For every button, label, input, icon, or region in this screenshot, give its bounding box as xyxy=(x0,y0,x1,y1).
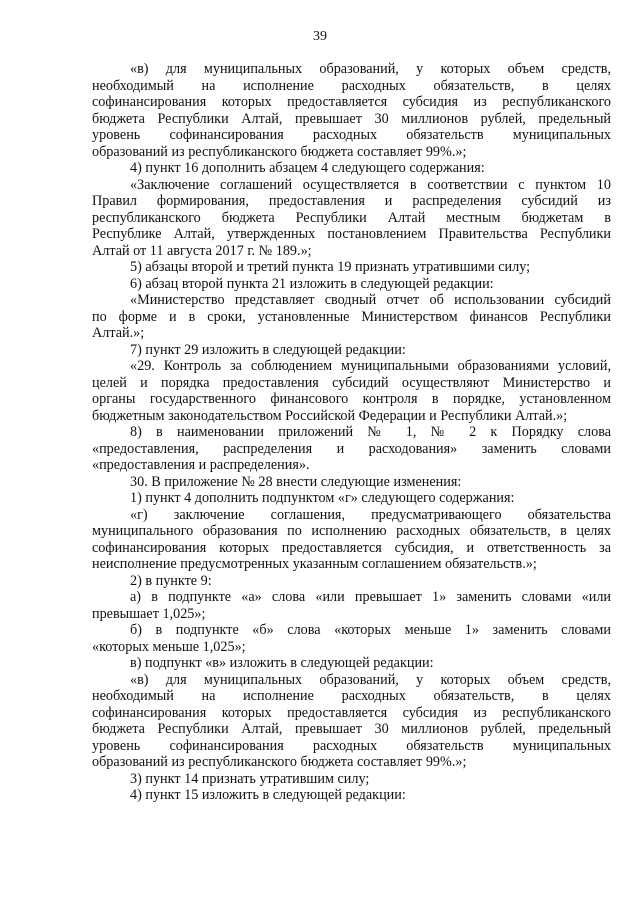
text-line: 2) в пункте 9: xyxy=(130,572,212,589)
text-line: «предоставления и распределения». xyxy=(92,457,310,473)
text-line: в) подпункт «в» изложить в следующей редакции: xyxy=(130,655,434,671)
text-line: 5) абзацы второй и третий пункта 19 признать утратившими силу; xyxy=(130,259,531,275)
text-line: «в) для муниципальных образований, у которых объем средств, xyxy=(130,61,611,77)
text-line: 4) пункт 16 дополнить абзацем 4 следующего содержания: xyxy=(130,160,485,176)
text-line: образований из республиканского бюджета составляет 99%.»; xyxy=(92,143,467,160)
text-line: 3) пункт 14 признать утратившим силу; xyxy=(130,770,370,787)
text-line: Алтай.»; xyxy=(92,325,145,341)
text-line: бюджета Республики Алтай, превышает 30 миллионов рублей, предельный xyxy=(92,721,611,737)
text-line: «в) для муниципальных образований, у которых объем средств, xyxy=(130,671,611,688)
text-line: «29. Контроль за соблюдением муниципальными образованиями условий, xyxy=(130,358,611,374)
text-line: 6) абзац второй пункта 21 изложить в следующей редакции: xyxy=(130,275,494,292)
text-line: софинансирования которых предоставляется субсидия из республиканского xyxy=(92,704,611,721)
text-line: 8) в наименовании приложений № 1, № 2 к Порядку слова xyxy=(130,424,611,440)
page-number: 39 xyxy=(313,29,327,44)
text-line: 7) пункт 29 изложить в следующей редакции: xyxy=(130,341,406,358)
text-line: «Министерство представляет сводный отчет об использовании субсидий xyxy=(130,292,611,308)
text-line: органы государственного финансового контроля в порядке, установленном xyxy=(92,391,611,407)
text-line: «которых меньше 1,025»; xyxy=(92,638,246,655)
text-line: образований из республиканского бюджета составляет 99%.»; xyxy=(92,754,467,770)
text-line: «г) заключение соглашения, предусматривающего обязательства xyxy=(130,506,611,523)
text-line: Алтай от 11 августа 2017 г. № 189.»; xyxy=(92,242,312,259)
text-line: 1) пункт 4 дополнить подпунктом «г» следующего содержания: xyxy=(130,490,515,506)
text-line: Республике Алтай, утвержденных постановлением Правительства Республики xyxy=(92,226,611,242)
text-line: уровень софинансирования расходных обязательств муниципальных xyxy=(92,737,611,754)
document-body xyxy=(92,61,611,804)
text-line: «Заключение соглашений осуществляется в соответствии с пунктом 10 xyxy=(130,176,611,193)
text-line: 30. В приложение № 28 внести следующие изменения: xyxy=(130,473,462,490)
text-line: необходимый на исполнение расходных обязательств, в целях xyxy=(92,77,611,94)
text-line: софинансирования которых предоставляется субсидия, и ответственность за xyxy=(92,539,611,556)
text-line: неисполнение предусмотренных указанным соглашением обязательств.»; xyxy=(92,556,537,572)
text-line: по форме и в сроки, установленные Министерством финансов Республики xyxy=(92,308,611,325)
text-line: бюджетным законодательством Российской Федерации и Республики Алтай.»; xyxy=(92,407,568,424)
text-line: превышает 1,025»; xyxy=(92,605,206,622)
text-line: б) в подпункте «б» слова «которых меньше 1» заменить словами xyxy=(130,622,611,638)
text-line: софинансирования которых предоставляется субсидия из республиканского xyxy=(92,94,611,110)
text-line: 4) пункт 15 изложить в следующей редакции: xyxy=(130,787,406,803)
text-line: муниципального образования по исполнению расходных обязательств, в целях xyxy=(92,523,611,539)
text-line: Правил формирования, предоставления и распределения субсидий из xyxy=(92,193,611,209)
text-line: бюджета Республики Алтай, превышает 30 миллионов рублей, предельный xyxy=(92,110,611,127)
text-line: республиканского бюджета Республики Алтай местным бюджетам в xyxy=(92,209,611,226)
text-line: уровень софинансирования расходных обязательств муниципальных xyxy=(92,127,611,143)
text-line: целей и порядка предоставления субсидий осуществляют Министерство и xyxy=(92,374,611,391)
text-line: «предоставления, распределения и расходования» заменить словами xyxy=(92,440,611,457)
text-line: а) в подпункте «а» слова «или превышает 1» заменить словами «или xyxy=(130,589,611,605)
text-line: необходимый на исполнение расходных обязательств, в целях xyxy=(92,688,611,704)
